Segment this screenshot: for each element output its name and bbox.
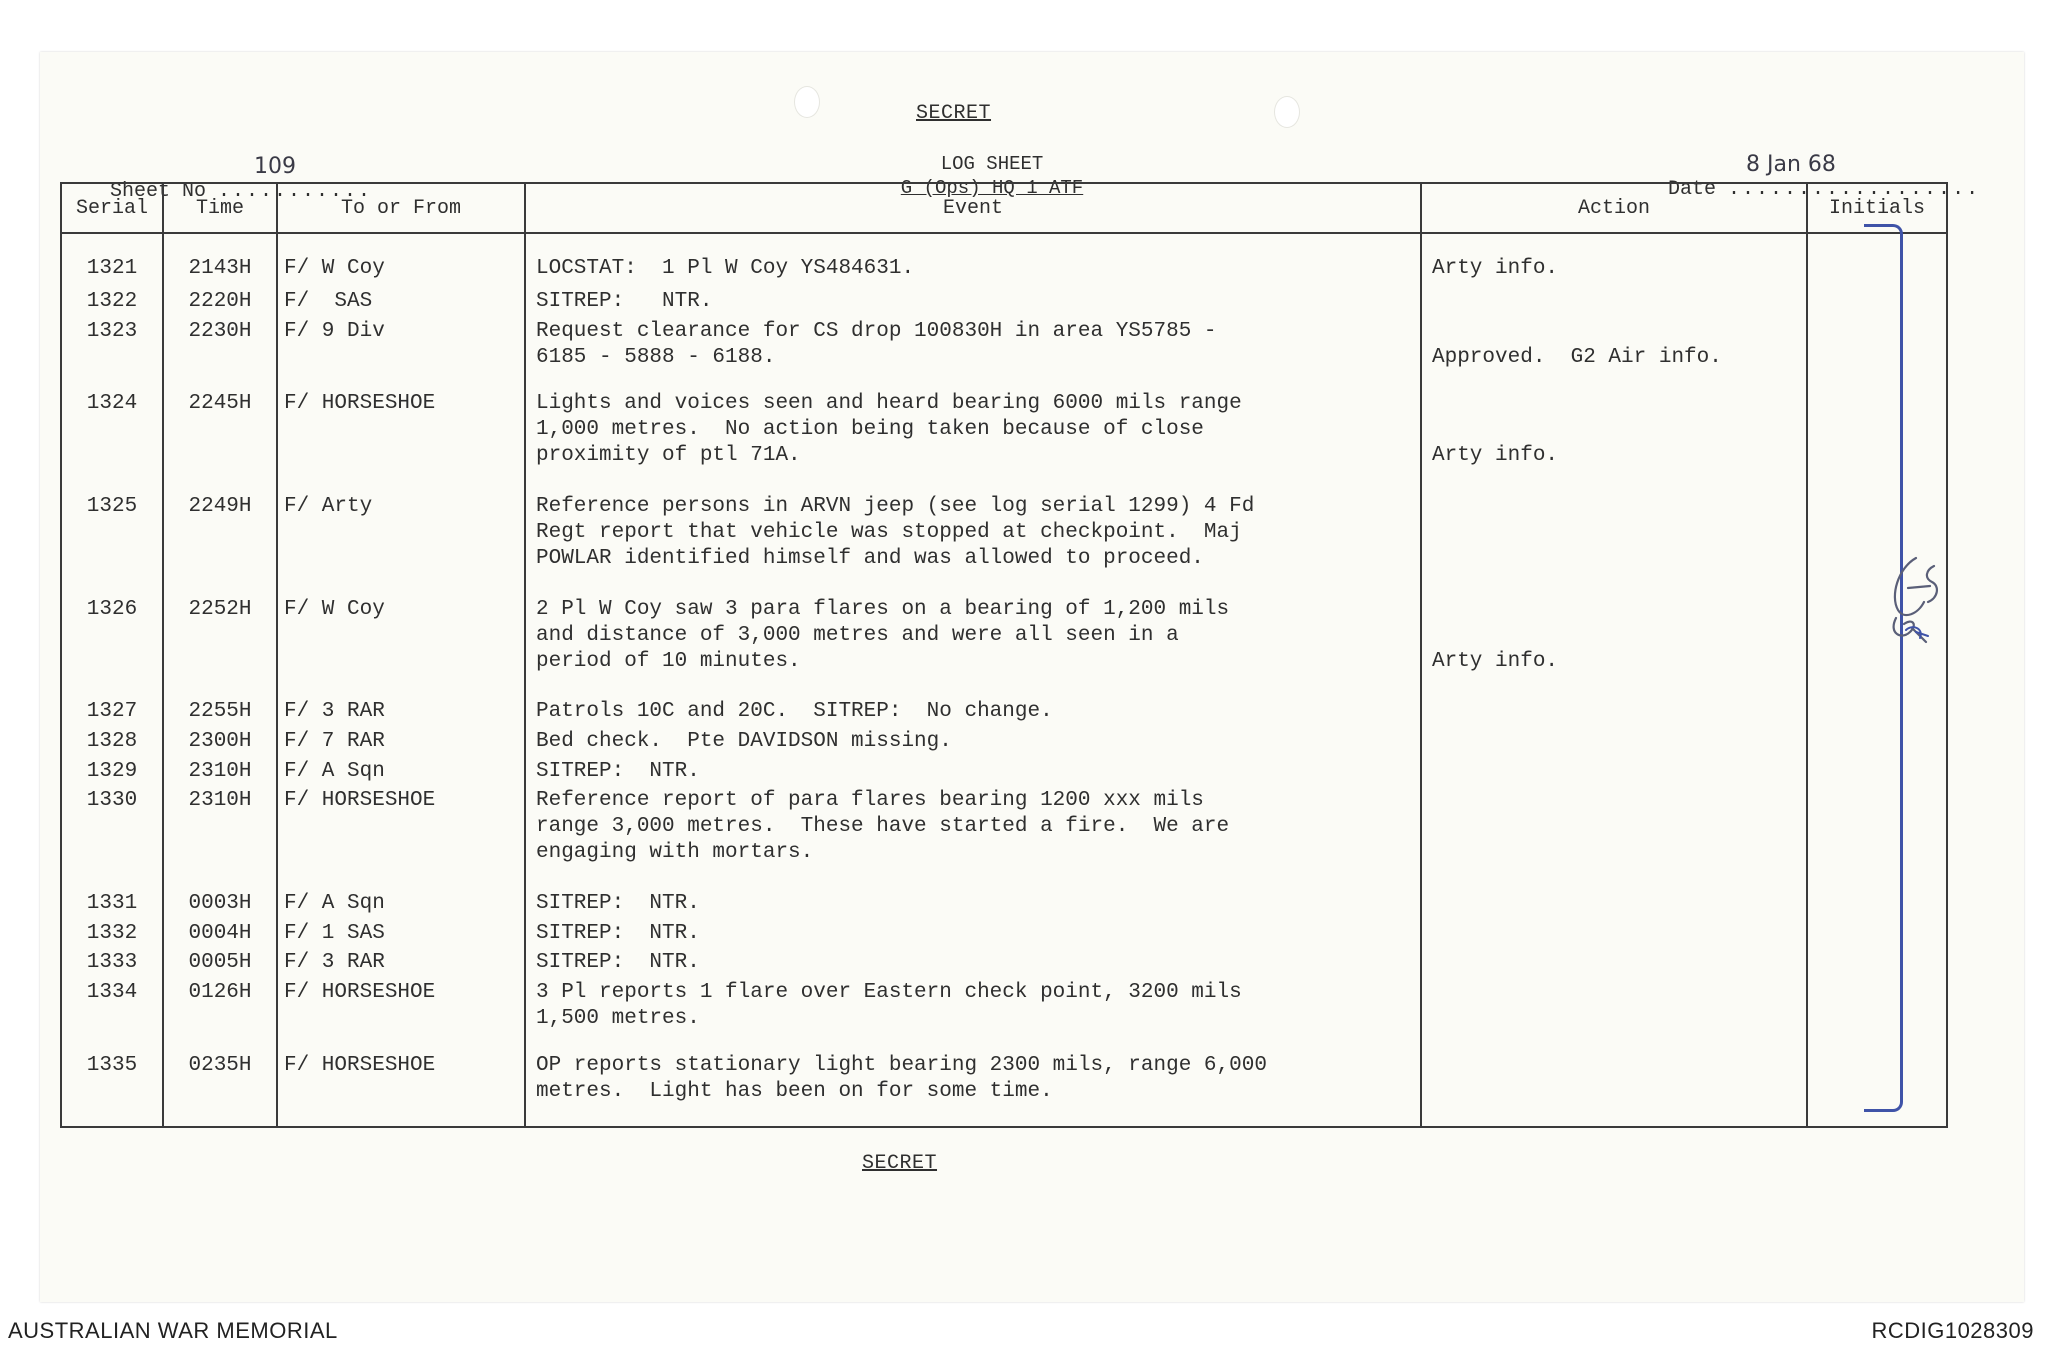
cell-event: SITREP: NTR. xyxy=(525,950,1421,980)
table-row xyxy=(61,759,1947,789)
cell-to-from: F/ A Sqn xyxy=(277,891,525,921)
cell-serial: 1330 xyxy=(61,788,163,891)
cell-action xyxy=(1421,891,1807,921)
cell-serial: 1325 xyxy=(61,494,163,597)
col-header-to-from: To or From xyxy=(277,183,525,233)
classification-bottom: SECRET xyxy=(862,1152,938,1175)
cell-time: 2220H xyxy=(163,289,277,319)
cell-time: 2300H xyxy=(163,729,277,759)
cell-action xyxy=(1421,759,1807,789)
cell-time: 2310H xyxy=(163,759,277,789)
cell-time: 2252H xyxy=(163,597,277,700)
cell-to-from: F/ W Coy xyxy=(277,233,525,289)
classification-top: SECRET xyxy=(916,102,992,125)
cell-to-from: F/ HORSESHOE xyxy=(277,980,525,1053)
title-line-1: LOG SHEET xyxy=(940,153,1044,175)
initials-bracket xyxy=(1864,224,1903,1112)
col-header-action: Action xyxy=(1421,183,1807,233)
cell-to-from: F/ 3 RAR xyxy=(277,950,525,980)
table-row xyxy=(61,729,1947,759)
cell-serial: 1326 xyxy=(61,597,163,700)
cell-action: Approved. G2 Air info. xyxy=(1421,319,1807,392)
cell-to-from: F/ HORSESHOE xyxy=(277,788,525,891)
cell-event: OP reports stationary light bearing 2300 mils, range 6,000 metres. Light has been on for some time. xyxy=(525,1053,1421,1127)
table-row xyxy=(61,289,1947,319)
cell-event: Reference report of para flares bearing 1200 xxx mils range 3,000 metres. These have started a fire. We are engaging with mortars. xyxy=(525,788,1421,891)
cell-action xyxy=(1421,980,1807,1053)
table-row xyxy=(61,233,1947,289)
cell-time: 0235H xyxy=(163,1053,277,1127)
cell-event: SITREP: NTR. xyxy=(525,891,1421,921)
cell-time: 0005H xyxy=(163,950,277,980)
cell-action xyxy=(1421,921,1807,951)
cell-time: 0004H xyxy=(163,921,277,951)
cell-event: Reference persons in ARVN jeep (see log serial 1299) 4 Fd Regt report that vehicle was stopped at checkpoint. Maj POWLAR identified himself and was allowed to proceed. xyxy=(525,494,1421,597)
cell-to-from: F/ HORSESHOE xyxy=(277,1053,525,1127)
cell-action xyxy=(1421,788,1807,891)
cell-event: SITREP: NTR. xyxy=(525,921,1421,951)
cell-to-from: F/ SAS xyxy=(277,289,525,319)
cell-to-from: F/ Arty xyxy=(277,494,525,597)
cell-event: Request clearance for CS drop 100830H in area YS5785 - 6185 - 5888 - 6188. xyxy=(525,319,1421,392)
cell-serial: 1334 xyxy=(61,980,163,1053)
table-row xyxy=(61,699,1947,729)
col-header-event: Event xyxy=(525,183,1421,233)
sheet-number-label: Sheet No xyxy=(110,180,207,203)
cell-action xyxy=(1421,289,1807,319)
cell-action: Arty info. xyxy=(1421,391,1807,494)
cell-serial: 1329 xyxy=(61,759,163,789)
cell-action xyxy=(1421,494,1807,597)
cell-serial: 1328 xyxy=(61,729,163,759)
cell-time: 2230H xyxy=(163,319,277,392)
cell-to-from: F/ A Sqn xyxy=(277,759,525,789)
table-row xyxy=(61,319,1947,392)
cell-time: 2143H xyxy=(163,233,277,289)
col-header-serial: Serial xyxy=(61,183,163,233)
cell-to-from: F/ 9 Div xyxy=(277,319,525,392)
punch-hole xyxy=(794,86,820,118)
cell-action xyxy=(1421,950,1807,980)
table-header-row xyxy=(61,183,1947,233)
table-row xyxy=(61,950,1947,980)
sheet-number-value: 109 xyxy=(254,154,296,179)
table-row xyxy=(61,597,1947,700)
cell-time: 2255H xyxy=(163,699,277,729)
sheet-number-dots: ........... xyxy=(218,180,373,203)
cell-action xyxy=(1421,1053,1807,1127)
date-label: Date xyxy=(1668,178,1717,201)
cell-serial: 1327 xyxy=(61,699,163,729)
log-table-body xyxy=(61,233,1947,1127)
cell-serial: 1335 xyxy=(61,1053,163,1127)
cell-event: SITREP: NTR. xyxy=(525,759,1421,789)
cell-to-from: F/ 3 RAR xyxy=(277,699,525,729)
table-row xyxy=(61,980,1947,1053)
cell-to-from: F/ 7 RAR xyxy=(277,729,525,759)
table-row xyxy=(61,788,1947,891)
cell-event: 3 Pl reports 1 flare over Eastern check point, 3200 mils 1,500 metres. xyxy=(525,980,1421,1053)
cell-time: 2249H xyxy=(163,494,277,597)
table-row xyxy=(61,494,1947,597)
cell-time: 2310H xyxy=(163,788,277,891)
archive-reference: RCDIG1028309 xyxy=(1871,1318,2034,1343)
cell-time: 0126H xyxy=(163,980,277,1053)
archive-credit: AUSTRALIAN WAR MEMORIAL xyxy=(8,1318,338,1343)
table-row xyxy=(61,921,1947,951)
cell-action xyxy=(1421,729,1807,759)
cell-event: LOCSTAT: 1 Pl W Coy YS484631. xyxy=(525,233,1421,289)
cell-time: 2245H xyxy=(163,391,277,494)
cell-time: 0003H xyxy=(163,891,277,921)
cell-serial: 1332 xyxy=(61,921,163,951)
cell-serial: 1323 xyxy=(61,319,163,392)
table-row xyxy=(61,891,1947,921)
cell-action: Arty info. xyxy=(1421,597,1807,700)
date-value: 8 Jan 68 xyxy=(1746,152,1836,177)
table-row xyxy=(61,391,1947,494)
cell-to-from: F/ W Coy xyxy=(277,597,525,700)
cell-event: Patrols 10C and 20C. SITREP: No change. xyxy=(525,699,1421,729)
cell-event: 2 Pl W Coy saw 3 para flares on a bearing of 1,200 mils and distance of 3,000 metres and were all seen in a period of 10 minutes. xyxy=(525,597,1421,700)
cell-event: Lights and voices seen and heard bearing 6000 mils range 1,000 metres. No action being taken because of close proximity of ptl 71A. xyxy=(525,391,1421,494)
cell-to-from: F/ 1 SAS xyxy=(277,921,525,951)
title-line-2: G (Ops) HQ 1 ATF xyxy=(900,177,1084,199)
table-row xyxy=(61,1053,1947,1127)
cell-serial: 1333 xyxy=(61,950,163,980)
log-table xyxy=(60,182,1948,1128)
initials-signature xyxy=(1868,548,1958,658)
cell-event: Bed check. Pte DAVIDSON missing. xyxy=(525,729,1421,759)
cell-serial: 1321 xyxy=(61,233,163,289)
cell-action xyxy=(1421,699,1807,729)
cell-serial: 1322 xyxy=(61,289,163,319)
cell-serial: 1331 xyxy=(61,891,163,921)
cell-to-from: F/ HORSESHOE xyxy=(277,391,525,494)
cell-serial: 1324 xyxy=(61,391,163,494)
punch-hole xyxy=(1274,96,1300,128)
cell-event: SITREP: NTR. xyxy=(525,289,1421,319)
cell-action: Arty info. xyxy=(1421,233,1807,289)
col-header-initials: Initials xyxy=(1807,183,1947,233)
col-header-time: Time xyxy=(163,183,277,233)
date-dots: .................. xyxy=(1728,178,1981,201)
